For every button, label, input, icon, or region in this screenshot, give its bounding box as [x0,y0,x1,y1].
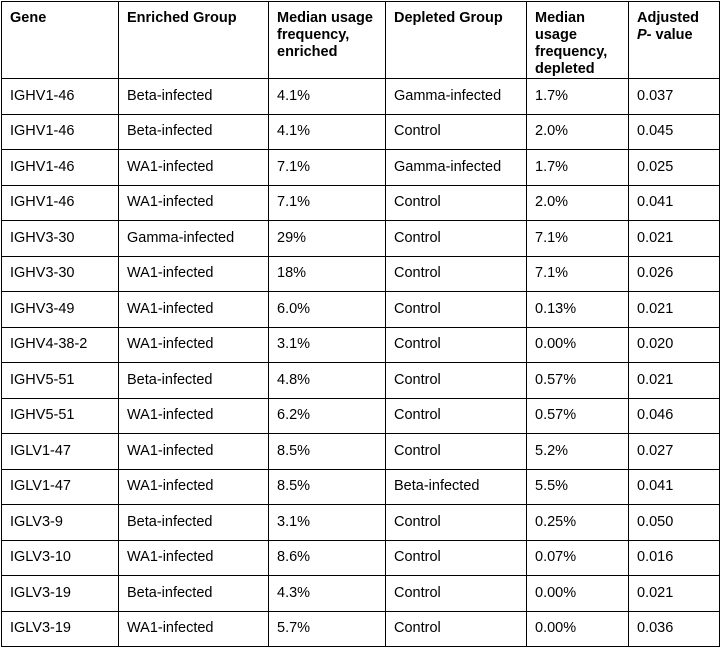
cell-enriched-group: WA1-infected [119,185,269,221]
header-enriched-group: Enriched Group [119,2,269,79]
table-row [2,469,720,505]
cell-median-enriched: 3.1% [269,505,386,541]
gene-usage-table [1,1,720,647]
cell-enriched-group: WA1-infected [119,398,269,434]
cell-adjusted-p-value: 0.020 [629,327,720,363]
header-depleted-group: Depleted Group [386,2,527,79]
cell-gene: IGHV1-46 [2,114,119,150]
cell-gene: IGHV1-46 [2,79,119,115]
header-adjusted-p-value [629,2,720,79]
cell-depleted-group: Control [386,185,527,221]
cell-gene: IGLV3-19 [2,576,119,612]
cell-median-depleted: 0.00% [527,611,629,647]
cell-adjusted-p-value: 0.021 [629,221,720,257]
cell-depleted-group: Control [386,434,527,470]
cell-depleted-group: Control [386,505,527,541]
table-body [2,79,720,647]
cell-depleted-group: Control [386,540,527,576]
cell-enriched-group: Beta-infected [119,79,269,115]
header-adjusted-p-italic: P- [637,27,652,43]
cell-adjusted-p-value: 0.027 [629,434,720,470]
cell-depleted-group: Control [386,363,527,399]
table-row [2,256,720,292]
cell-adjusted-p-value: 0.041 [629,185,720,221]
cell-gene: IGHV4-38-2 [2,327,119,363]
table-row [2,185,720,221]
header-median-enriched: Median usage frequency, enriched [269,2,386,79]
cell-gene: IGHV5-51 [2,398,119,434]
table-row [2,79,720,115]
table-row [2,363,720,399]
header-adjusted-p-suffix: value [651,27,693,43]
table-row [2,150,720,186]
table-row [2,611,720,647]
cell-median-enriched: 3.1% [269,327,386,363]
cell-median-enriched: 4.8% [269,363,386,399]
cell-gene: IGHV1-46 [2,185,119,221]
cell-gene: IGLV1-47 [2,434,119,470]
cell-median-enriched: 6.2% [269,398,386,434]
cell-median-depleted: 2.0% [527,114,629,150]
cell-depleted-group: Control [386,114,527,150]
cell-adjusted-p-value: 0.021 [629,292,720,328]
cell-enriched-group: WA1-infected [119,469,269,505]
cell-adjusted-p-value: 0.036 [629,611,720,647]
cell-adjusted-p-value: 0.050 [629,505,720,541]
cell-median-enriched: 7.1% [269,150,386,186]
cell-adjusted-p-value: 0.025 [629,150,720,186]
cell-median-depleted: 0.57% [527,363,629,399]
cell-gene: IGLV3-19 [2,611,119,647]
cell-depleted-group: Control [386,256,527,292]
cell-adjusted-p-value: 0.045 [629,114,720,150]
cell-median-depleted: 0.00% [527,327,629,363]
cell-median-enriched: 6.0% [269,292,386,328]
table-row [2,540,720,576]
cell-enriched-group: WA1-infected [119,611,269,647]
cell-enriched-group: Beta-infected [119,114,269,150]
cell-median-depleted: 7.1% [527,221,629,257]
cell-median-depleted: 0.13% [527,292,629,328]
cell-depleted-group: Control [386,221,527,257]
cell-enriched-group: WA1-infected [119,150,269,186]
header-adjusted-p-prefix: Adjusted [637,10,700,26]
cell-median-depleted: 2.0% [527,185,629,221]
cell-median-depleted: 7.1% [527,256,629,292]
cell-median-enriched: 18% [269,256,386,292]
header-gene: Gene [2,2,119,79]
cell-median-depleted: 5.2% [527,434,629,470]
table-row [2,327,720,363]
cell-adjusted-p-value: 0.016 [629,540,720,576]
cell-median-enriched: 4.1% [269,114,386,150]
cell-depleted-group: Control [386,611,527,647]
cell-median-depleted: 0.57% [527,398,629,434]
cell-enriched-group: WA1-infected [119,540,269,576]
header-median-depleted: Median usage frequency, depleted [527,2,629,79]
cell-gene: IGHV3-30 [2,256,119,292]
cell-depleted-group: Gamma-infected [386,150,527,186]
cell-gene: IGHV1-46 [2,150,119,186]
cell-enriched-group: WA1-infected [119,434,269,470]
cell-enriched-group: Gamma-infected [119,221,269,257]
cell-depleted-group: Control [386,398,527,434]
table-row [2,398,720,434]
cell-enriched-group: WA1-infected [119,292,269,328]
cell-gene: IGLV1-47 [2,469,119,505]
table-row [2,221,720,257]
cell-enriched-group: WA1-infected [119,327,269,363]
cell-median-depleted: 0.07% [527,540,629,576]
cell-median-enriched: 8.5% [269,469,386,505]
cell-median-enriched: 4.3% [269,576,386,612]
cell-enriched-group: Beta-infected [119,576,269,612]
table-row [2,505,720,541]
cell-enriched-group: WA1-infected [119,256,269,292]
cell-gene: IGHV5-51 [2,363,119,399]
header-row [2,2,720,79]
cell-depleted-group: Control [386,327,527,363]
cell-gene: IGLV3-10 [2,540,119,576]
cell-depleted-group: Control [386,292,527,328]
table-row [2,434,720,470]
cell-enriched-group: Beta-infected [119,363,269,399]
cell-median-depleted: 0.25% [527,505,629,541]
cell-adjusted-p-value: 0.021 [629,363,720,399]
cell-gene: IGLV3-9 [2,505,119,541]
cell-median-enriched: 8.5% [269,434,386,470]
cell-depleted-group: Gamma-infected [386,79,527,115]
cell-median-depleted: 1.7% [527,79,629,115]
cell-gene: IGHV3-49 [2,292,119,328]
cell-enriched-group: Beta-infected [119,505,269,541]
cell-gene: IGHV3-30 [2,221,119,257]
cell-median-enriched: 8.6% [269,540,386,576]
table-row [2,576,720,612]
cell-adjusted-p-value: 0.021 [629,576,720,612]
cell-depleted-group: Control [386,576,527,612]
cell-median-enriched: 4.1% [269,79,386,115]
cell-adjusted-p-value: 0.037 [629,79,720,115]
cell-median-depleted: 0.00% [527,576,629,612]
table-row [2,114,720,150]
cell-median-depleted: 5.5% [527,469,629,505]
cell-adjusted-p-value: 0.041 [629,469,720,505]
cell-median-depleted: 1.7% [527,150,629,186]
cell-median-enriched: 29% [269,221,386,257]
cell-median-enriched: 5.7% [269,611,386,647]
cell-adjusted-p-value: 0.026 [629,256,720,292]
cell-depleted-group: Beta-infected [386,469,527,505]
cell-median-enriched: 7.1% [269,185,386,221]
table-row [2,292,720,328]
cell-adjusted-p-value: 0.046 [629,398,720,434]
